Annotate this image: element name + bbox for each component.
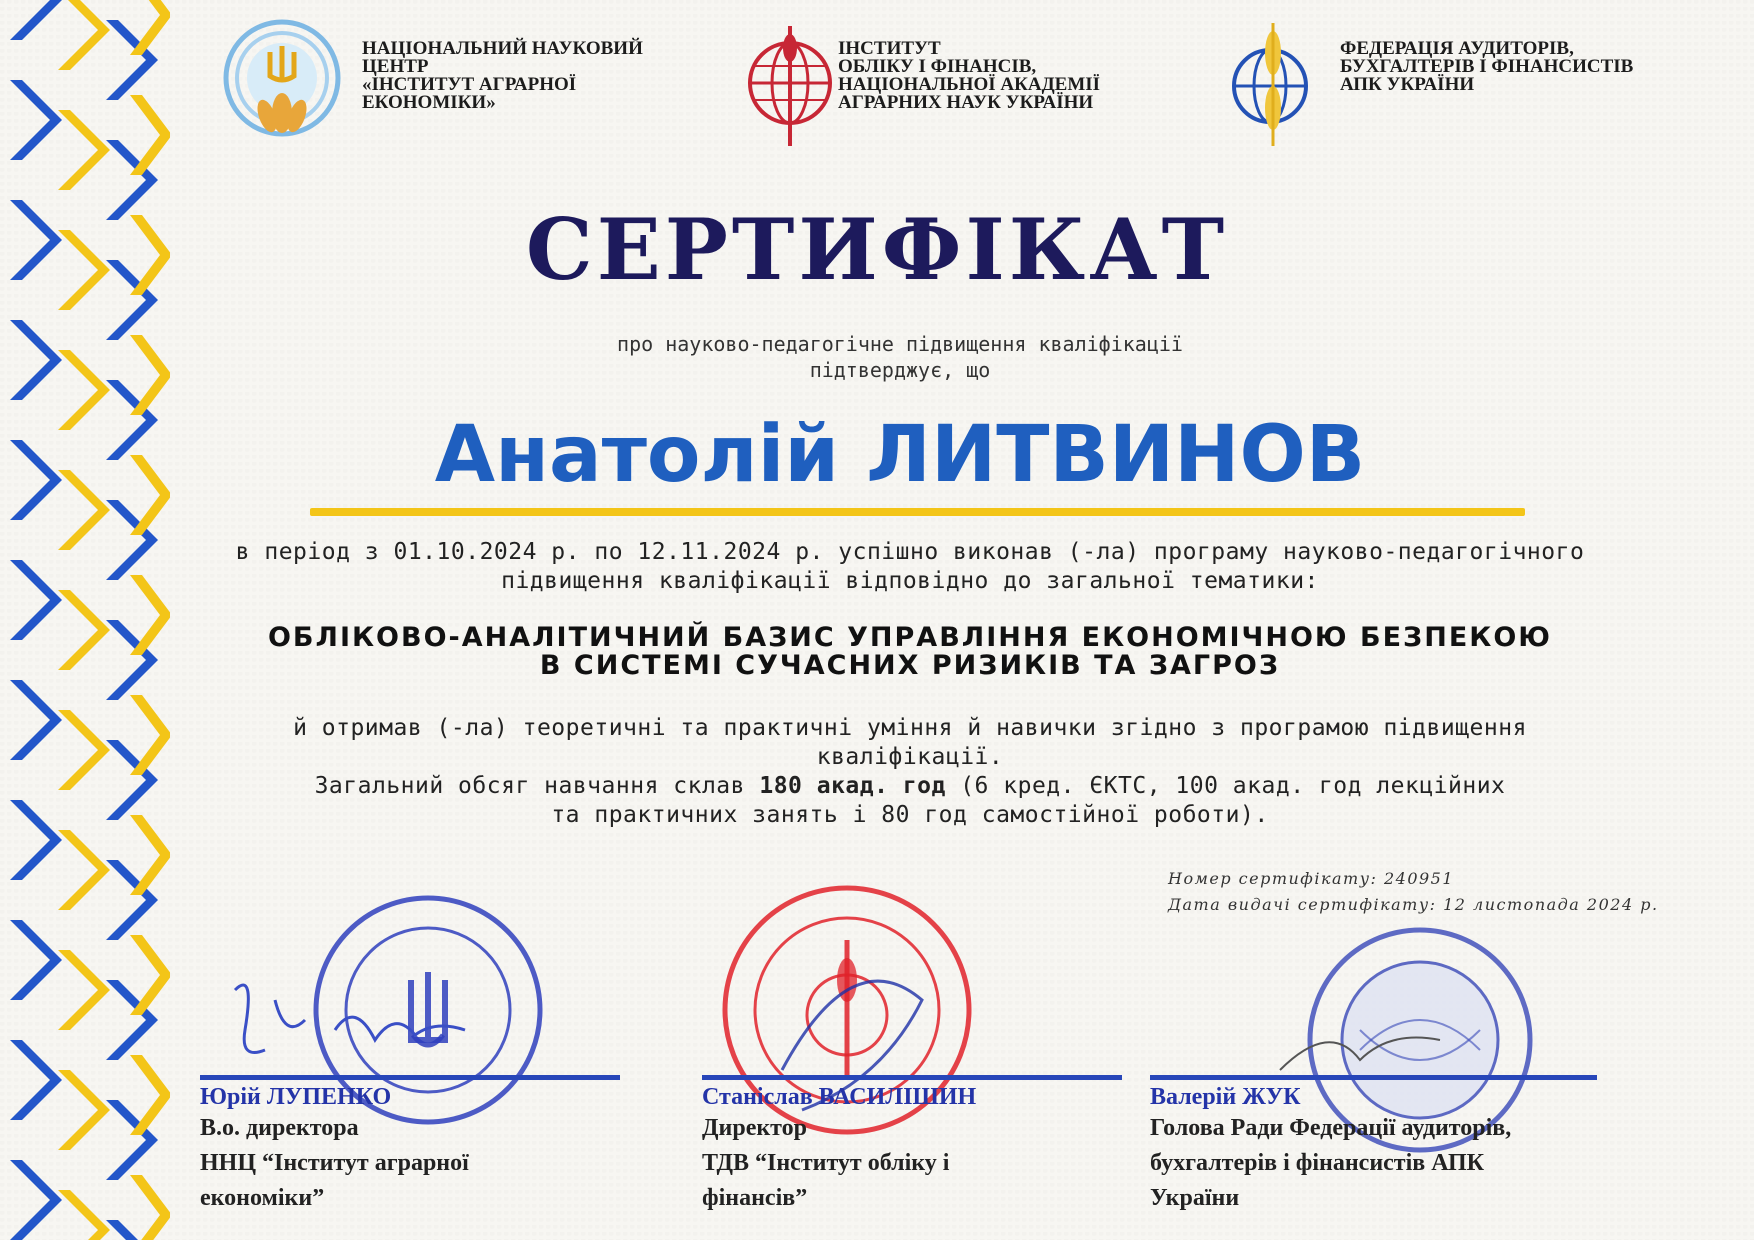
signatory-1 xyxy=(200,1075,620,1216)
program-topic xyxy=(150,624,1670,680)
border-chevron xyxy=(58,950,110,1030)
signature-line xyxy=(1150,1075,1597,1080)
skills-line-1: й отримав (-ла) теоретичні та практичні уміння й навички згідно з програмою підвищення xyxy=(293,715,1527,741)
border-chevron xyxy=(58,110,110,190)
period-text xyxy=(150,538,1670,596)
signature-line xyxy=(200,1075,620,1080)
border-chevron xyxy=(58,1070,110,1150)
border-chevron xyxy=(10,680,62,760)
wheat-globe-blue-emblem-icon xyxy=(1225,18,1325,148)
subtitle-line-1: про науково-педагогічне підвищення кваліфікації xyxy=(617,332,1183,356)
certificate-issue-date: Дата видачі сертифікату: 12 листопада 2024 р. xyxy=(1168,895,1659,914)
certificate-title: СЕРТИФІКАТ xyxy=(525,200,1229,299)
org-header-2 xyxy=(740,18,1140,148)
recipient-underline xyxy=(310,508,1525,516)
org-header-3 xyxy=(1225,18,1685,148)
border-chevron xyxy=(10,0,62,40)
border-chevron xyxy=(10,1160,62,1240)
period-line-2: підвищення кваліфікації відповідно до загальної тематики: xyxy=(501,568,1319,594)
volume-line-2: та практичних занять і 80 год самостійної роботи). xyxy=(551,802,1269,828)
border-chevron xyxy=(130,1175,170,1240)
skills-line-2: кваліфікації. xyxy=(816,744,1004,770)
skills-text xyxy=(150,714,1670,830)
signature-line xyxy=(702,1075,1122,1080)
handwritten-signature-1 xyxy=(215,960,485,1080)
signatory-2 xyxy=(702,1075,1122,1216)
subtitle-line-2: підтверджує, що xyxy=(809,358,991,382)
signatory-name: Валерій ЖУК xyxy=(1150,1084,1301,1110)
org-name-3: ФЕДЕРАЦІЯ АУДИТОРІВ, БУХГАЛТЕРІВ І ФІНАНСИСТІВ АПК УКРАЇНИ xyxy=(1340,38,1634,95)
border-chevron xyxy=(58,1190,110,1240)
decorative-border xyxy=(0,0,170,1240)
trident-wheat-emblem-icon xyxy=(222,18,342,148)
border-chevron xyxy=(10,560,62,640)
border-chevron xyxy=(58,590,110,670)
wheat-globe-red-emblem-icon xyxy=(740,18,840,148)
signatory-role: Голова Ради Федерації аудиторів, бухгалтерів і фінансистів АПК України xyxy=(1150,1115,1512,1211)
signatory-name: Юрій ЛУПЕНКО xyxy=(200,1084,392,1110)
signatory-name: Станіслав ВАСИЛІШИН xyxy=(702,1084,977,1110)
org-header-1 xyxy=(222,18,702,148)
signatory-role: В.о. директора ННЦ “Інститут аграрної економіки” xyxy=(200,1115,469,1211)
border-chevron xyxy=(10,1040,62,1120)
signatory-3 xyxy=(1150,1075,1600,1216)
signatory-role: Директор ТДВ “Інститут обліку і фінансів” xyxy=(702,1115,950,1211)
border-chevron xyxy=(58,710,110,790)
certificate-meta xyxy=(1168,866,1659,918)
border-chevron xyxy=(58,0,110,70)
recipient-name: Анатолій ЛИТВИНОВ xyxy=(434,410,1366,500)
volume-line-1: Загальний обсяг навчання склав 180 акад. год (6 кред. ЄКТС, 100 акад. год лекційних xyxy=(314,773,1506,799)
topic-line-2: В СИСТЕМІ СУЧАСНИХ РИЗИКІВ ТА ЗАГРОЗ xyxy=(539,650,1281,681)
volume-hours: 180 акад. год xyxy=(759,773,946,799)
org-name-2: ІНСТИТУТ ОБЛІКУ І ФІНАНСІВ, НАЦІОНАЛЬНОЇ АКАДЕМІЇ АГРАРНИХ НАУК УКРАЇНИ xyxy=(838,38,1101,113)
certificate-number: Номер сертифікату: 240951 xyxy=(1168,869,1455,888)
border-chevron xyxy=(10,800,62,880)
border-chevron xyxy=(58,830,110,910)
topic-line-1: ОБЛІКОВО-АНАЛІТИЧНИЙ БАЗИС УПРАВЛІННЯ ЕКОНОМІЧНОЮ БЕЗПЕКОЮ xyxy=(267,622,1552,653)
border-chevron xyxy=(10,80,62,160)
border-chevron xyxy=(10,920,62,1000)
org-name-1: НАЦІОНАЛЬНИЙ НАУКОВИЙ ЦЕНТР «ІНСТИТУТ АГРАРНОЇ ЕКОНОМІКИ» xyxy=(362,38,643,113)
period-line-1: в період з 01.10.2024 р. по 12.11.2024 р. успішно виконав (-ла) програму науково-педагогічного xyxy=(235,539,1585,565)
